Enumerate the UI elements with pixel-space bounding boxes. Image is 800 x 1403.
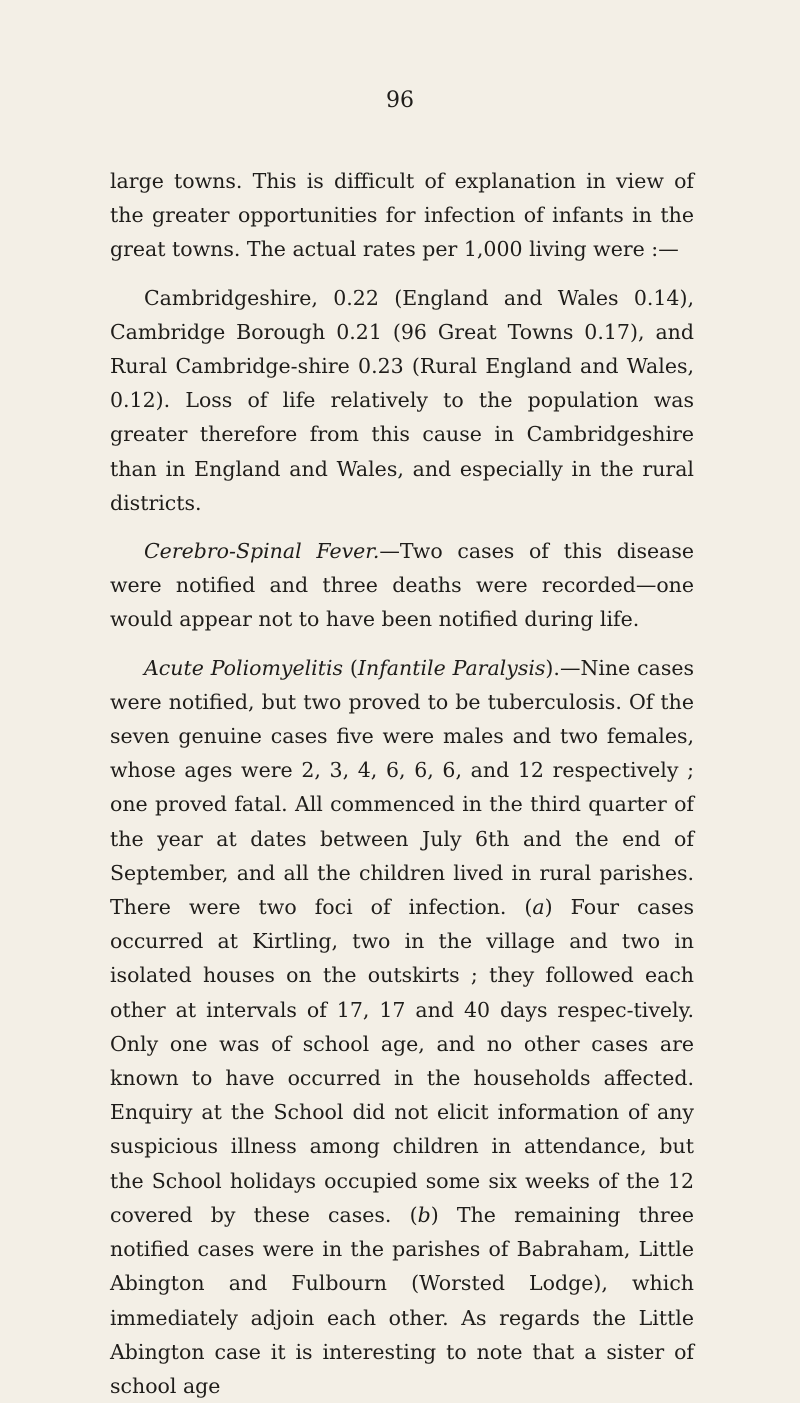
list-label-b: b <box>417 1202 431 1227</box>
poliomyelitis-text-part-1: —Nine cases were notified, but two proved to be tuberculosis. Of the seven genuine cases five were males and two females, whose ages were 2, 3, 4, 6, 6, 6, and 12 respectively ; one proved fatal. All commenced in the third quarter of the year at dates between July 6th and the end of September, and all the children lived in rural parishes. There were two foci of infection. ( <box>110 655 694 920</box>
section-heading-infantile-paralysis: Infantile Paralysis <box>357 655 546 680</box>
section-heading-acute-poliomyelitis: Acute Poliomyelitis <box>144 655 344 680</box>
paragraph-cerebro-spinal-fever <box>110 534 694 637</box>
list-label-a: a <box>532 895 545 920</box>
paragraph-acute-poliomyelitis <box>110 651 694 1403</box>
body-text <box>110 164 694 1403</box>
poliomyelitis-text-part-2: ) Four cases occurred at Kirtling, two in the village and two in isolated houses on the outskirts ; they followed each other at intervals of 17, 17 and 40 days respec-tively. Only one was of school age, and no other cases are known to have occurred in the households affected. Enquiry at the School did not elicit information of any suspicious illness among children in attendance, but the School holidays occupied some six weeks of the 12 covered by these cases. ( <box>110 895 694 1227</box>
paragraph-infant-rates-intro: large towns. This is difficult of explanation in view of the greater opportunities for infection of infants in the great towns. The actual rates per 1,000 living were :— <box>110 169 694 262</box>
page-number: 96 <box>386 88 414 113</box>
paragraph-rates-comparison: Cambridgeshire, 0.22 (England and Wales 0.14), Cambridge Borough 0.21 (96 Great Towns 0.17), and Rural Cambridge-shire 0.23 (Rural England and Wales, 0.12). Loss of life relatively to the population was greater therefore from this cause in Cambridgeshire than in England and Wales, and especially in the rural districts. <box>110 285 694 515</box>
heading-paren-close: ). <box>545 655 560 680</box>
poliomyelitis-text-part-3: ) The remaining three notified cases were in the parishes of Babraham, Little Abington and Fulbourn (Worsted Lodge), which immediately adjoin each other. As regards the Little Abington case it is interesting to note that a sister of school age <box>110 1202 694 1398</box>
cerebro-spinal-fever-text: —Two cases of this disease were notified and three deaths were recorded—one would appear not to have been notified during life. <box>110 539 694 632</box>
section-heading-cerebro-spinal-fever: Cerebro-Spinal Fever. <box>144 539 380 564</box>
heading-paren-open: ( <box>343 655 358 680</box>
